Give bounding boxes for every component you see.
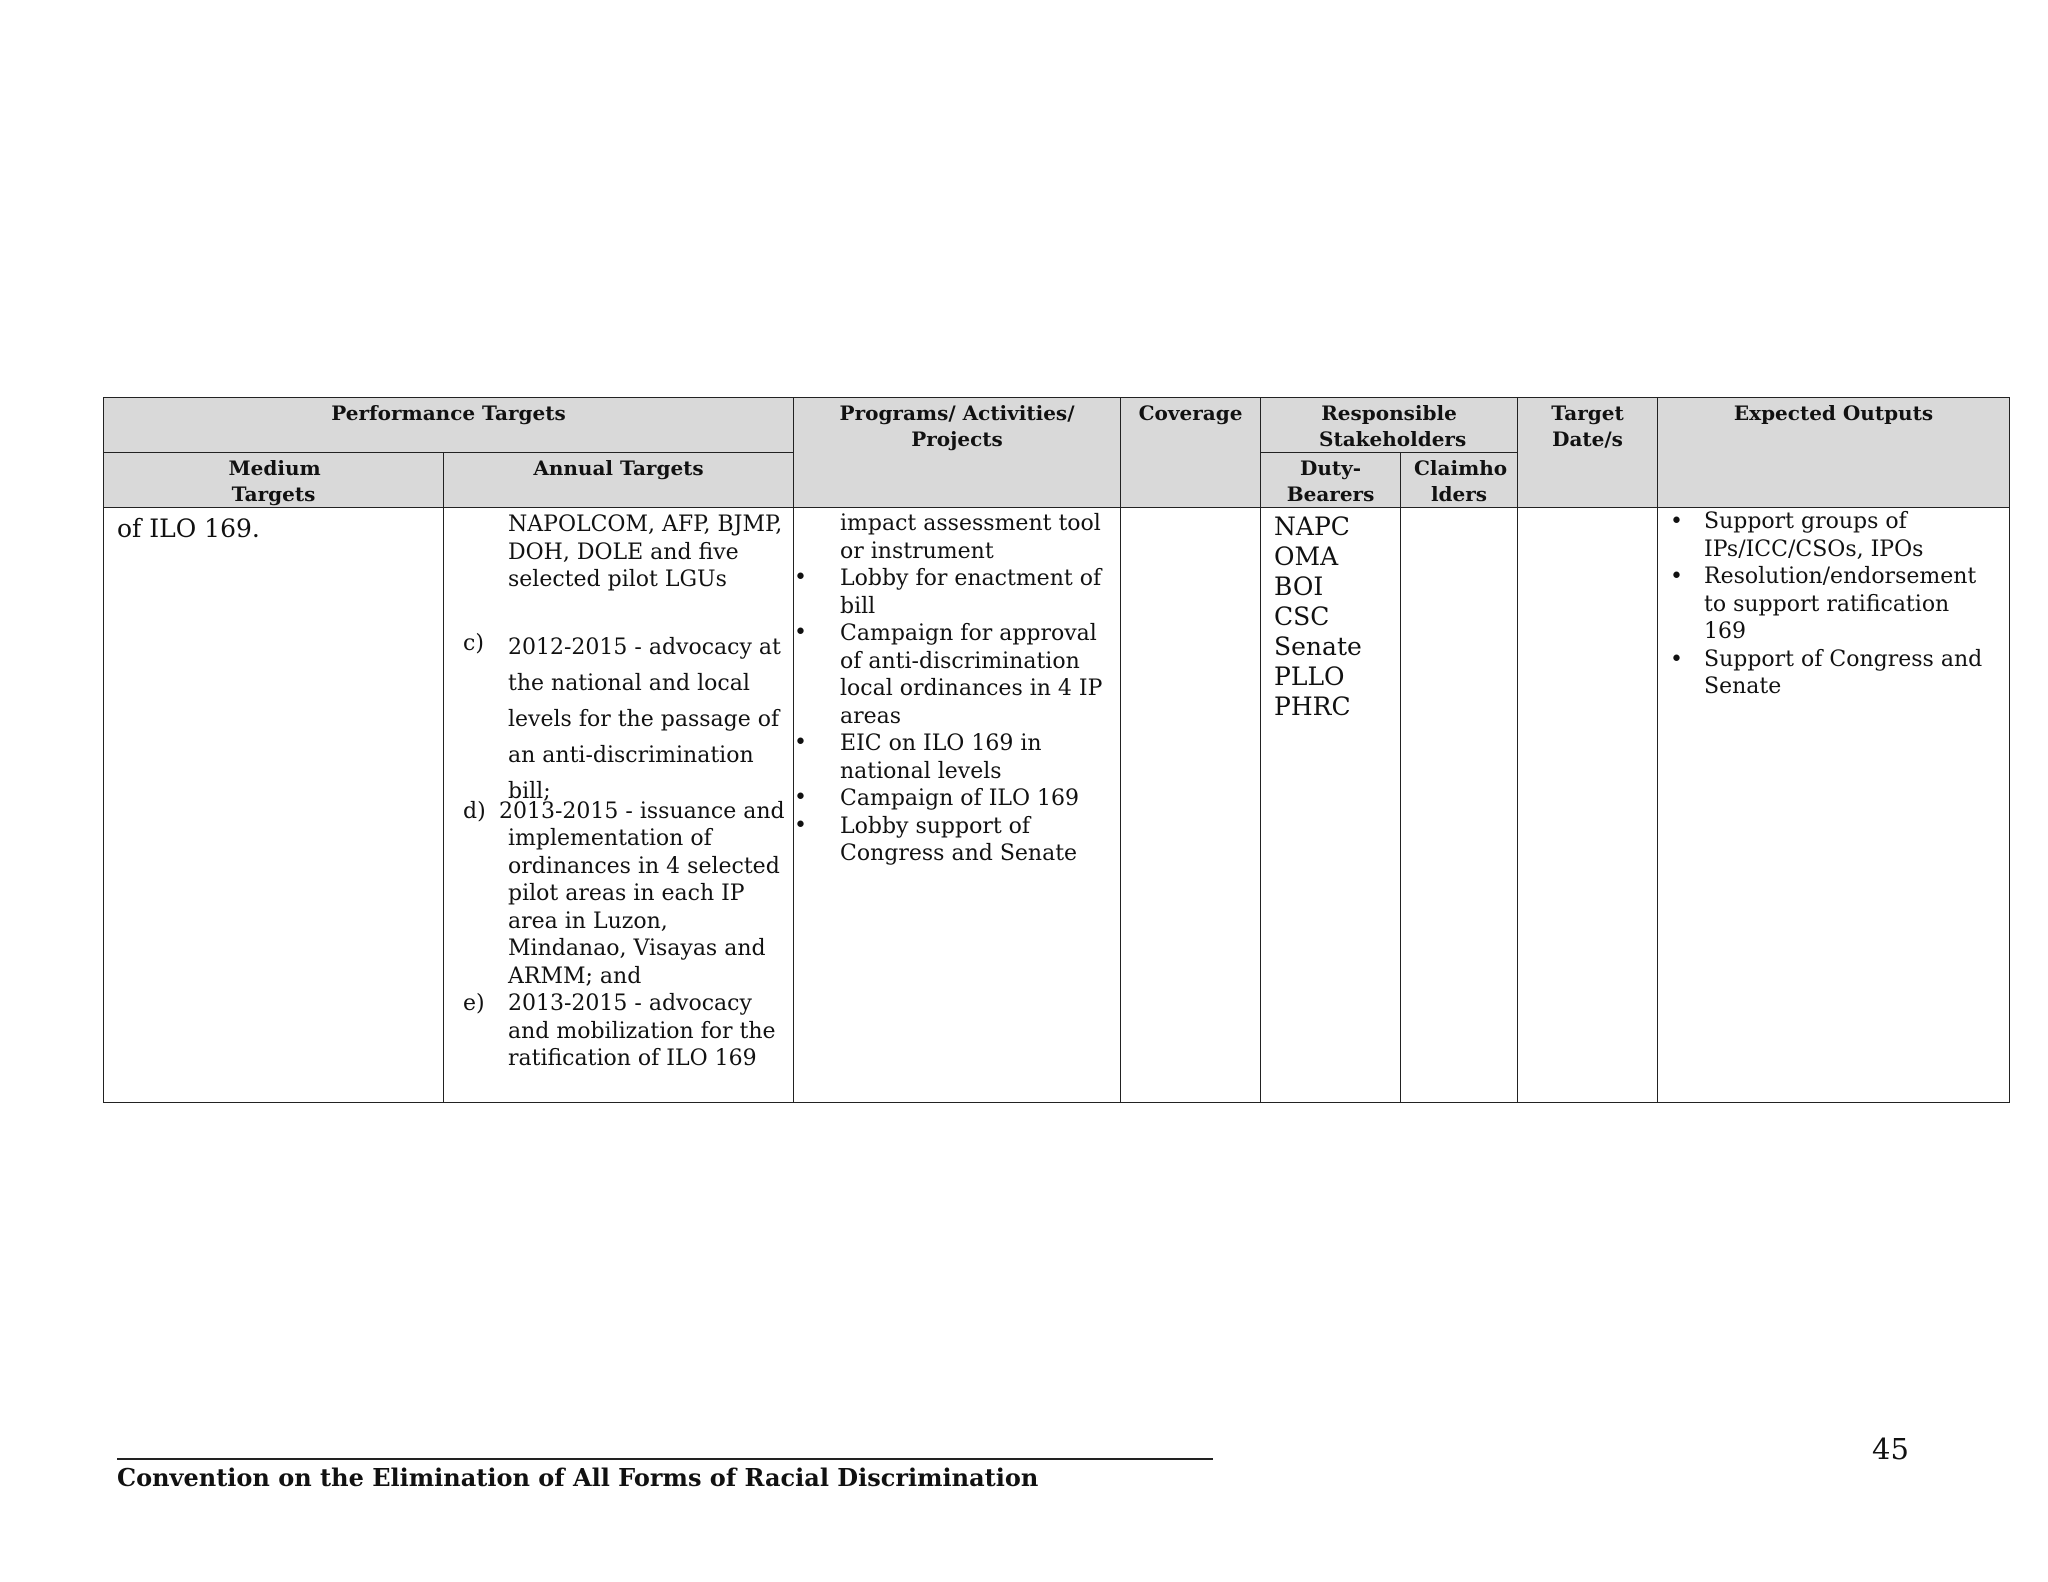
list-item: • EIC on ILO 169 in national levels <box>794 730 1042 784</box>
bullet-icon: • <box>1670 646 1683 672</box>
header-programs: Programs/ Activities/ Projects <box>794 398 1121 508</box>
duty-bearer: CSC <box>1274 602 1330 631</box>
duty-bearer: PLLO <box>1274 662 1345 691</box>
annual-targets-cell <box>444 508 794 1103</box>
medium-target-cell <box>104 508 444 1103</box>
duty-bearer: OMA <box>1274 542 1339 571</box>
medium-target-text: of ILO 169. <box>117 514 260 543</box>
item-e-text: 2013-2015 - advocacy and mobilization for the ratification of ILO 169 <box>508 991 776 1071</box>
footer-title: Convention on the Elimination of All Forms of Racial Discrimination <box>117 1463 1039 1492</box>
header-expected-outputs: Expected Outputs <box>1658 398 2010 508</box>
target-date-cell <box>1518 508 1658 1103</box>
header-duty-bearers: Duty-Bearers <box>1261 453 1401 508</box>
item-e-marker: e) <box>463 991 485 1016</box>
programs-cell <box>794 508 1121 1103</box>
header-coverage: Coverage <box>1121 398 1261 508</box>
footer-rule <box>117 1458 1213 1460</box>
duty-bearer: Senate <box>1274 632 1362 661</box>
bullet-icon: • <box>794 730 807 755</box>
header-responsible-stakeholders: Responsible Stakeholders <box>1261 398 1518 453</box>
coverage-cell <box>1121 508 1261 1103</box>
bullet-icon: • <box>1670 509 1683 534</box>
header-target-dates: Target Date/s <box>1518 398 1658 508</box>
duty-bearers-cell <box>1261 508 1401 1103</box>
page-number: 45 <box>1872 1432 1909 1466</box>
targets-table <box>103 397 2010 1103</box>
list-item: • Support groups of IPs/ICC/CSOs, IPOs <box>1670 509 1924 562</box>
bullet-icon: • <box>794 565 807 590</box>
item-c-text: 2012-2015 - advocacy at the national and local levels for the passage of an anti-discrimination bill; <box>508 635 781 804</box>
list-item: • Lobby support of Congress and Senate <box>794 812 1078 866</box>
item-d-marker: d) <box>463 799 486 824</box>
duty-bearer: NAPC <box>1274 512 1350 541</box>
list-item: • Campaign for approval of anti-discrimination local ordinances in 4 IP areas <box>794 620 1103 729</box>
list-item: • Support of Congress and Senate <box>1670 646 1983 699</box>
bullet-icon: • <box>794 785 807 810</box>
item-c-marker: c) <box>463 631 484 656</box>
programs-lead-text: impact assessment tool or instrument <box>840 511 1101 564</box>
list-item: • Resolution/endorsement to support ratification 169 <box>1670 564 1977 644</box>
list-item: • Lobby for enactment of bill <box>794 565 1102 619</box>
duty-bearer: PHRC <box>1274 692 1351 721</box>
list-item: • Campaign of ILO 169 <box>794 785 1080 811</box>
item-d-text: implementation of ordinances in 4 selected pilot areas in each IP area in Luzon, Mindanao, Visayas and ARMM; and <box>508 826 780 989</box>
header-claimholders: Claimho lders <box>1401 453 1518 508</box>
header-annual-targets: Annual Targets <box>444 453 794 508</box>
annual-continuation: NAPOLCOM, AFP, BJMP, DOH, DOLE and five selected pilot LGUs <box>508 512 783 592</box>
bullet-icon: • <box>794 812 807 838</box>
bullet-icon: • <box>1670 564 1683 589</box>
header-performance-targets: Performance Targets <box>104 398 794 453</box>
header-medium-targets: Medium Targets <box>104 453 444 508</box>
bullet-icon: • <box>794 620 807 645</box>
claimholders-cell <box>1401 508 1518 1103</box>
expected-outputs-cell <box>1658 508 2010 1103</box>
duty-bearer: BOI <box>1274 572 1324 601</box>
item-d-first-line: 2013-2015 - issuance and <box>499 799 785 824</box>
